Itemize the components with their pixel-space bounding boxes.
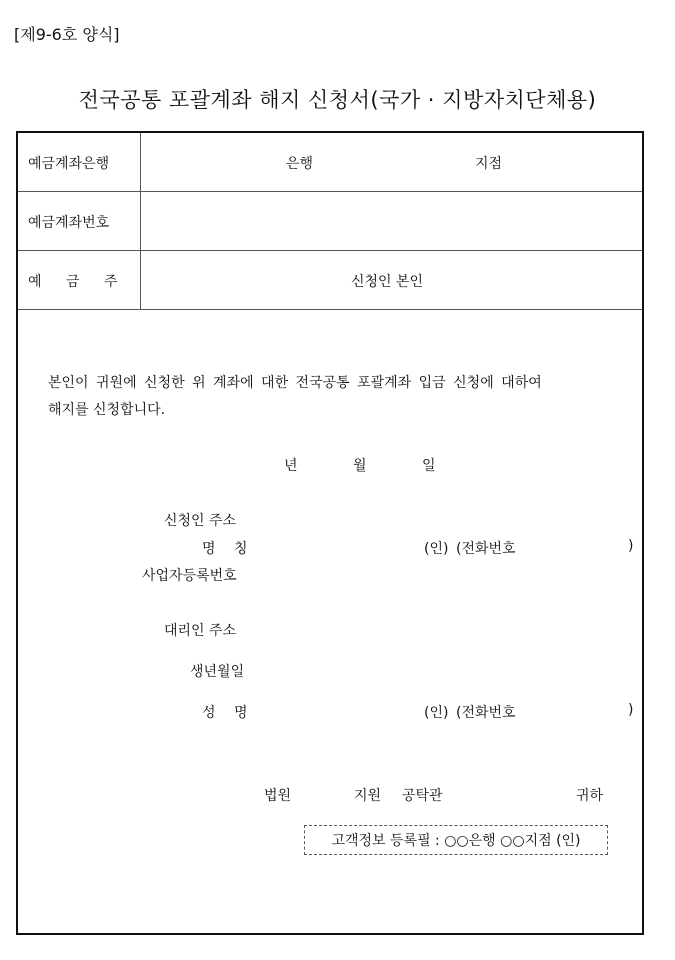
account-holder-label: 예 금 주 xyxy=(28,274,118,290)
row-divider xyxy=(18,250,642,251)
account-holder-value: 신청인 본인 xyxy=(351,274,424,290)
applicant-seal: (인) xyxy=(424,541,449,557)
addressee-officer: 공탁관 xyxy=(402,788,443,804)
row-divider xyxy=(18,309,642,310)
agent-phone-label: (전화번호 xyxy=(456,705,516,721)
applicant-business-reg-label: 사업자등록번호 xyxy=(142,568,237,584)
applicant-phone-label: (전화번호 xyxy=(456,541,516,557)
date-month: 월 xyxy=(353,458,367,474)
form-frame xyxy=(16,131,644,935)
agent-address-label: 대리인 주소 xyxy=(164,623,237,639)
addressee-court: 법원 xyxy=(264,788,292,804)
customer-registration-box: 고객정보 등록필 : ○○은행 ○○지점 (인) xyxy=(304,825,608,855)
applicant-phone-close: ) xyxy=(628,538,634,554)
form-number: [제9-6호 양식] xyxy=(14,25,120,44)
applicant-name-label: 명 칭 xyxy=(202,541,248,557)
row-divider xyxy=(18,191,642,192)
agent-name-label: 성 명 xyxy=(202,705,248,721)
bank-suffix: 은행 xyxy=(286,156,314,172)
addressee-branch: 지원 xyxy=(354,788,382,804)
applicant-address-label: 신청인 주소 xyxy=(164,513,237,529)
agent-birth-label: 생년월일 xyxy=(190,664,245,680)
addressee-honorific: 귀하 xyxy=(576,788,604,804)
date-year: 년 xyxy=(284,458,298,474)
date-day: 일 xyxy=(422,458,436,474)
bank-label: 예금계좌은행 xyxy=(28,156,110,172)
body-text-line-1: 본인이 귀원에 신청한 위 계좌에 대한 전국공통 포괄계좌 입금 신청에 대하여 xyxy=(48,375,542,391)
body-text-line-2: 해지를 신청합니다. xyxy=(48,402,166,418)
branch-suffix: 지점 xyxy=(475,156,503,172)
page-title: 전국공통 포괄계좌 해지 신청서(국가 · 지방자치단체용) xyxy=(78,88,597,112)
agent-phone-close: ) xyxy=(628,702,634,718)
account-number-label: 예금계좌번호 xyxy=(28,215,110,231)
column-divider xyxy=(140,133,141,309)
agent-seal: (인) xyxy=(424,705,449,721)
